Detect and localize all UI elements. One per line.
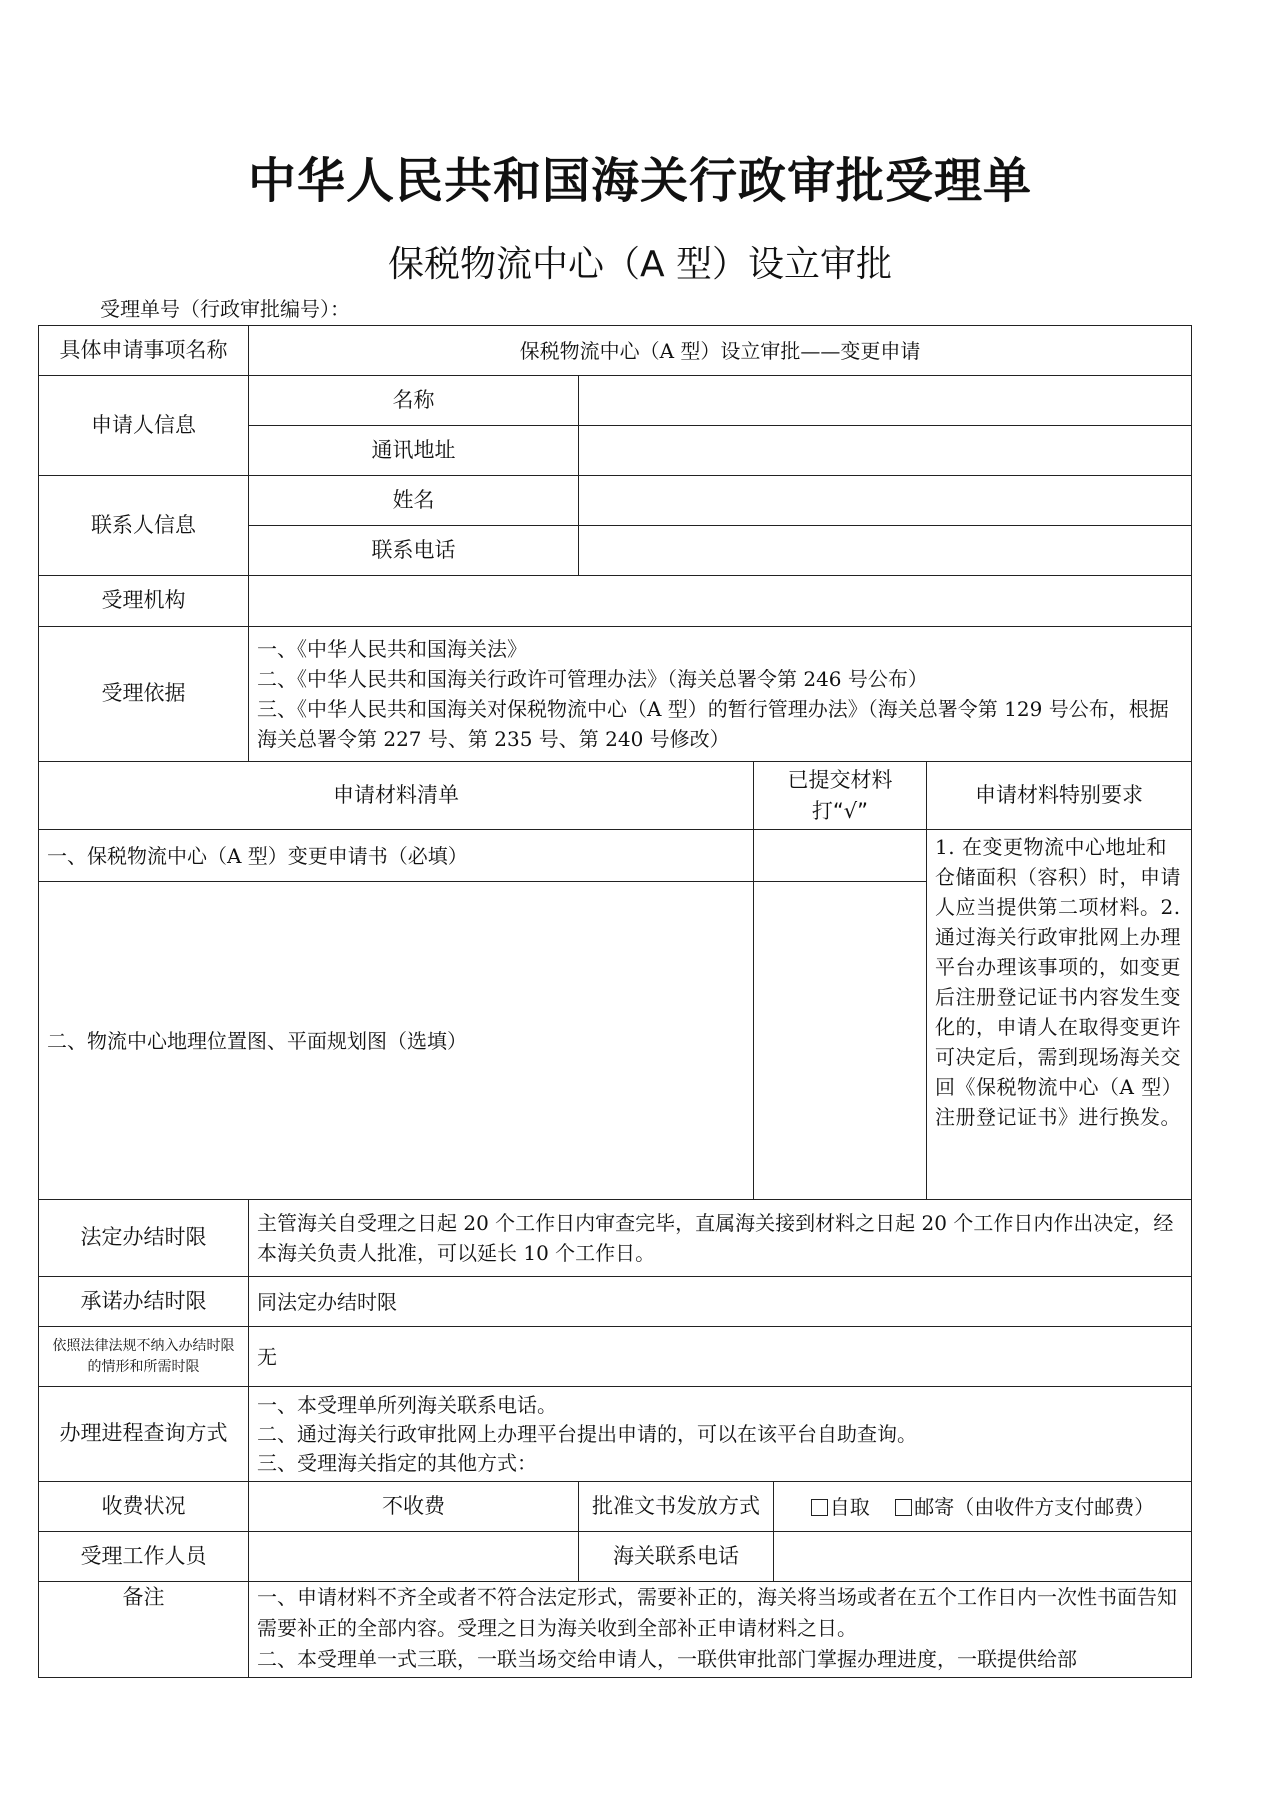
delivery-options: [774, 1482, 1192, 1532]
form-title: 中华人民共和国海关行政审批受理单: [247, 153, 1032, 209]
applicant-name-label: 名称: [249, 376, 579, 426]
self-pickup-label: 自取: [829, 1494, 870, 1519]
material-item-1: 一、保税物流中心（A 型）变更申请书（必填）: [39, 830, 754, 882]
basis-line: 二、《中华人民共和国海关行政许可管理办法》（海关总署令第 246 号公布）: [257, 667, 928, 691]
row-staff: [39, 1532, 1192, 1582]
row-remarks: [39, 1582, 1192, 1678]
contact-name-label: 姓名: [249, 476, 579, 526]
legal-limit-value: 主管海关自受理之日起 20 个工作日内审查完毕，直属海关接到材料之日起 20 个工作日内作出决定，经本海关负责人批准，可以延长 10 个工作日。: [249, 1200, 1192, 1277]
progress-line: 二、通过海关行政审批网上办理平台提出申请的，可以在该平台自助查询。: [257, 1421, 917, 1446]
row-legal-limit: [39, 1200, 1192, 1277]
progress-line: 三、受理海关指定的其他方式：: [257, 1450, 537, 1475]
applicant-address-field[interactable]: [579, 426, 1192, 476]
fee-label: 收费状况: [39, 1482, 249, 1532]
row-promised-limit: [39, 1277, 1192, 1327]
accept-number-label: 受理单号（行政审批编号）：: [100, 297, 350, 321]
contact-label: 联系人信息: [39, 476, 249, 576]
promised-limit-value: 同法定办结时限: [249, 1277, 1192, 1327]
item-name-label: 具体申请事项名称: [39, 326, 249, 376]
row-excluded-limit: [39, 1327, 1192, 1387]
basis-label: 受理依据: [39, 627, 249, 762]
customs-phone-field[interactable]: [774, 1532, 1192, 1582]
remarks-line: 二、本受理单一式三联，一联当场交给申请人，一联供审批部门掌握办理进度，一联提供给部: [257, 1647, 1077, 1671]
self-pickup-checkbox[interactable]: [811, 1499, 828, 1516]
applicant-address-label: 通讯地址: [249, 426, 579, 476]
progress-content: [249, 1387, 1192, 1482]
row-basis: [39, 627, 1192, 762]
basis-line: 三、《中华人民共和国海关对保税物流中心（A 型）的暂行管理办法》（海关总署令第 129 号公布，根据海关总署令第 227 号、第 235 号、第 240 号修改）: [257, 697, 1169, 751]
legal-limit-label: 法定办结时限: [39, 1200, 249, 1277]
submitted-header-line: 打“√”: [811, 798, 869, 823]
acceptance-form-table: [38, 325, 1192, 1678]
contact-name-field[interactable]: [579, 476, 1192, 526]
agency-label: 受理机构: [39, 576, 249, 627]
materials-requirements: 1. 在变更物流中心地址和仓储面积（容积）时，申请人应当提供第二项材料。2. 通过海关行政审批网上办理平台办理该事项的，如变更后注册登记证书内容发生变化的，申请人在取得变更许可决定后，需到现场海关交回《保税物流中心（A 型）注册登记证书》进行换发。: [927, 830, 1192, 1200]
excluded-limit-value: 无: [249, 1327, 1192, 1387]
fee-value: 不收费: [249, 1482, 579, 1532]
form-subtitle: 保税物流中心（A 型）设立审批: [387, 244, 893, 285]
submitted-header-line: 已提交材料: [787, 768, 893, 793]
row-fee: [39, 1482, 1192, 1532]
material-row-1: [39, 830, 1192, 882]
materials-requirements-header: 申请材料特别要求: [927, 762, 1192, 830]
basis-line: 一、《中华人民共和国海关法》: [257, 637, 527, 661]
row-agency: [39, 576, 1192, 627]
remarks-content: [249, 1582, 1192, 1678]
excluded-limit-label: 依照法律法规不纳入办结时限的情形和所需时限: [39, 1327, 249, 1387]
material-checkbox-1[interactable]: [754, 830, 927, 882]
item-name-value: 保税物流中心（A 型）设立审批——变更申请: [249, 326, 1192, 376]
row-applicant-name: [39, 376, 1192, 426]
materials-submitted-header: [754, 762, 927, 830]
staff-field[interactable]: [249, 1532, 579, 1582]
delivery-label: 批准文书发放方式: [579, 1482, 774, 1532]
basis-content: [249, 627, 1192, 762]
applicant-label: 申请人信息: [39, 376, 249, 476]
progress-label: 办理进程查询方式: [39, 1387, 249, 1482]
row-progress: [39, 1387, 1192, 1482]
applicant-name-field[interactable]: [579, 376, 1192, 426]
customs-phone-label: 海关联系电话: [579, 1532, 774, 1582]
row-contact-name: [39, 476, 1192, 526]
progress-line: 一、本受理单所列海关联系电话。: [257, 1392, 557, 1417]
self-pickup-option[interactable]: [811, 1495, 870, 1519]
remarks-line: 一、申请材料不齐全或者不符合法定形式，需要补正的，海关将当场或者在五个工作日内一次性书面告知需要补正的全部内容。受理之日为海关收到全部补正申请材料之日。: [257, 1585, 1177, 1640]
mail-label: 邮寄（由收件方支付邮费）: [914, 1494, 1155, 1519]
remarks-label: 备注: [39, 1582, 249, 1678]
staff-label: 受理工作人员: [39, 1532, 249, 1582]
material-item-2: 二、物流中心地理位置图、平面规划图（选填）: [39, 882, 754, 1200]
mail-checkbox[interactable]: [895, 1499, 912, 1516]
agency-field[interactable]: [249, 576, 1192, 627]
row-materials-header: [39, 762, 1192, 830]
contact-phone-field[interactable]: [579, 526, 1192, 576]
mail-option[interactable]: [895, 1495, 1154, 1519]
materials-list-header: 申请材料清单: [39, 762, 754, 830]
promised-limit-label: 承诺办结时限: [39, 1277, 249, 1327]
contact-phone-label: 联系电话: [249, 526, 579, 576]
material-checkbox-2[interactable]: [754, 882, 927, 1200]
row-item-name: [39, 326, 1192, 376]
